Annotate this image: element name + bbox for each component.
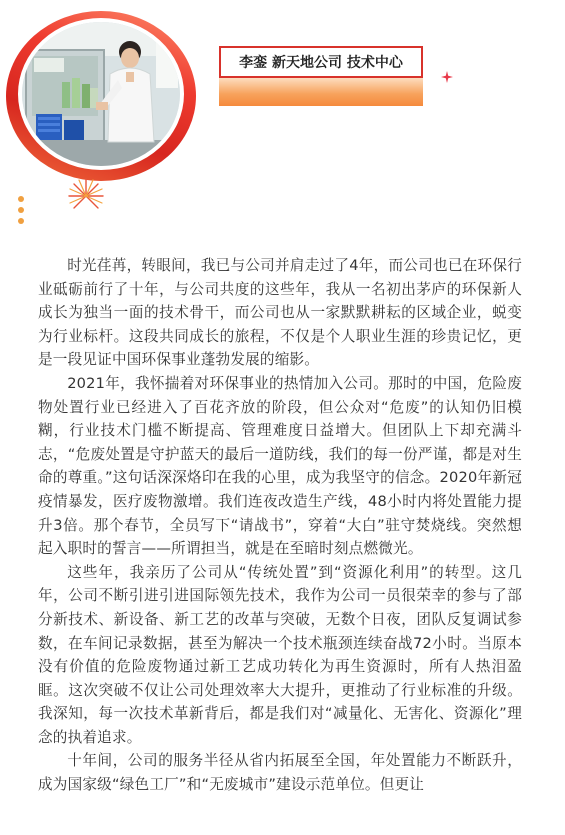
sparkle-icon: [441, 71, 453, 83]
article-paragraph: 时光荏苒，转眼间，我已与公司并肩走过了4年，而公司也已在环保行业砥砺前行了十年，与公司共度的这些年，我从一名初出茅庐的环保新人成长为独当一面的技术骨干，而公司也从一家默默耕耘的区域企业，蜕变为行业标杆。这段共同成长的旅程，不仅是个人职业生涯的珍贵记忆，更是一段见证中国环保事业蓬勃发展的缩影。: [38, 257, 522, 369]
accent-dots: [16, 196, 26, 236]
accent-dot: [18, 218, 24, 224]
portrait-photo: [18, 18, 184, 170]
article-paragraph: 2021年，我怀揣着对环保事业的热情加入公司。那时的中国，危险废物处置行业已经进入了百花齐放的阶段，但公众对“危废”的认知仍旧模糊，行业技术门槛不断提高、管理难度日益增大。但团队上下却充满斗志，“危废处置是守护蓝天的最后一道防线，我们的每一份严谨，都是对生命的尊重。”这句话深深烙印在我的心里，成为我坚守的信念。2020年新冠疫情暴发，医疗废物激增。我们连夜改造生产线，48小时内将处置能力提升3倍。那个春节，全员写下“请战书”，穿着“大白”驻守焚烧线。突然想起入职时的誓言——所谓担当，就是在至暗时刻点燃微光。: [38, 374, 522, 558]
article-paragraph: 十年间，公司的服务半径从省内拓展至全国，年处置能力不断跃升，成为国家级“绿色工厂”和“无废城市”建设示范单位。但更让: [38, 752, 522, 794]
accent-dot: [18, 207, 24, 213]
article-paragraph: 这些年，我亲历了公司从“传统处置”到“资源化利用”的转型。这几年，公司不断引进引进国际领先技术，我作为公司一员很荣幸的参与了部分新技术、新设备、新工艺的改革与突破，无数个日夜，团队反复调试参数，在车间记录数据，甚至为解决一个技术瓶颈连续奋战72小时。当原本没有价值的危险废物通过新工艺成功转化为再生资源时，所有人热泪盈眶。这次突破不仅让公司处理效率大大提升，更推动了行业标准的升级。我深知，每一次技术革新背后，都是我们对“减量化、无害化、资源化”理念的执着追求。: [38, 563, 522, 746]
author-name-line: 李銮 新天地公司 技术中心: [239, 55, 403, 71]
accent-dot: [18, 196, 24, 202]
name-box: [219, 46, 423, 78]
firework-icon: [66, 176, 106, 216]
article-body: [38, 254, 522, 797]
name-tag: [219, 46, 423, 106]
